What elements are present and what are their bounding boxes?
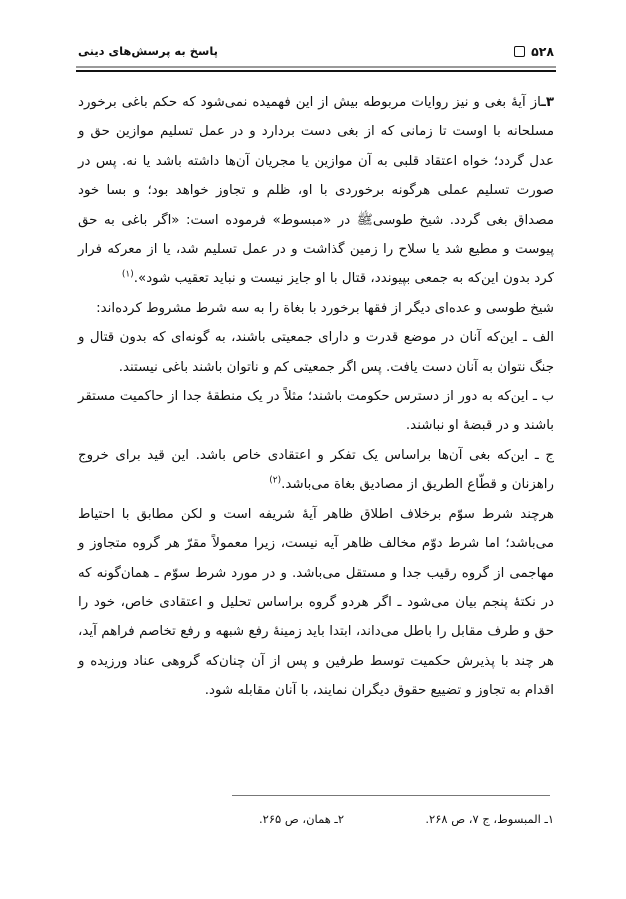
paragraph-text: الف ـ این‌که آنان در موضع قدرت و دارای جمعیتی باشند، به گونه‌ای که بدون قتال و جنگ نتوان به آنان دست یافت. پس اگر جمعیتی کم و ناتوان باشند باغی نیستند. — [78, 330, 554, 375]
body-text — [78, 88, 554, 706]
condition-jim — [78, 441, 554, 500]
paragraph-text: شیخ طوسی و عده‌ای دیگر از فقها برخورد با بغاة را به سه شرط مشروط کرده‌اند: — [96, 300, 554, 316]
paragraph-text: ج ـ این‌که بغی آن‌ها براساس یک تفکر و اعتقادی خاص باشد. این قید برای خروج راهزنان و قطّاع الطریق از مصادیق بغاة می‌باشد. — [78, 447, 554, 493]
paragraph-text: هرچند شرط سوّم برخلاف اطلاق ظاهر آیهٔ شریفه است و لکن مطابق با احتیاط می‌باشد؛ اما شرط دوّم مخالف ظاهر آیه نیست، زیرا معمولاً مقرّ هر گروه متجاوز و مهاجمی از گروه رقیب جدا و مستقل می‌باشد. و در مورد شرط سوّم ـ همان‌گونه که در نکتهٔ پنجم بیان می‌شود ـ اگر هردو گروه براساس تحلیل و اعتقادی خاص، خود را حق و طرف مقابل را باطل می‌داند، ابتدا باید زمینهٔ رفع شبهه و رفع تخاصم فراهم آید، هر چند با پذیرش حکمیت توسط طرفین و پس از آن چنان‌که گروهی عناد ورزیده و اقدام به تجاوز و تضییع حقوق دیگران نمایند، با آنان مقابله شود. — [78, 506, 554, 699]
footnote-1: ۱ـ المبسوط، ج ۷، ص ۲۶۸. — [425, 812, 554, 826]
page-header — [78, 40, 554, 62]
footnote-2: ۲ـ همان، ص ۲۶۵. — [259, 812, 344, 826]
running-title: پاسخ به پرسش‌های دینی — [78, 44, 218, 58]
condition-alef — [78, 323, 554, 382]
page-number: ۵۲۸ — [531, 43, 554, 59]
paragraph-6 — [78, 500, 554, 706]
footnote-ref: (۱) — [121, 269, 134, 280]
page-number-group — [514, 44, 554, 59]
paragraph-text: ب ـ این‌که به دور از دسترس حکومت باشند؛ مثلاً در یک منطقهٔ جدا از حاکمیت مستقر باشند و در قبضهٔ او نباشند. — [78, 389, 554, 434]
condition-be — [78, 382, 554, 441]
paragraph-2 — [78, 294, 554, 323]
footnote-separator — [232, 795, 550, 796]
header-rule-black — [76, 70, 556, 72]
header-rule-gray — [76, 66, 556, 68]
point-number: ۳ـ — [541, 95, 554, 110]
footnote-ref: (۲) — [269, 475, 282, 486]
paragraph-text: از آیهٔ بغی و نیز روایات مربوطه بیش از این فهمیده نمی‌شود که حکم باغی برخورد مسلحانه با اوست تا زمانی که از بغی دست بردارد و در عمل تسلیم موازین حق و عدل گردد؛ خواه اعتقاد قلبی به آن موازین یا مجریان آن‌ها داشته باشد یا نه. پس در صورت تسلیم عملی هرگونه برخوردی با او، ظلم و تجاوز خواهد بود؛ و بسا خود مصداق بغی گردد. شیخ طوسیﷺ در «مبسوط» فرموده است: «اگر باغی به حق پیوست و مطیع شد یا سلاح را زمین گذاشت و در عمل تسلیم شد، یا از معرکه فرار کرد بدون این‌که به جمعی بپیوندد، قتال با او جایز نیست و نباید تعقیب شود». — [78, 95, 554, 287]
paragraph-1 — [78, 88, 554, 294]
footnotes — [78, 812, 554, 832]
square-box-icon — [514, 46, 525, 57]
